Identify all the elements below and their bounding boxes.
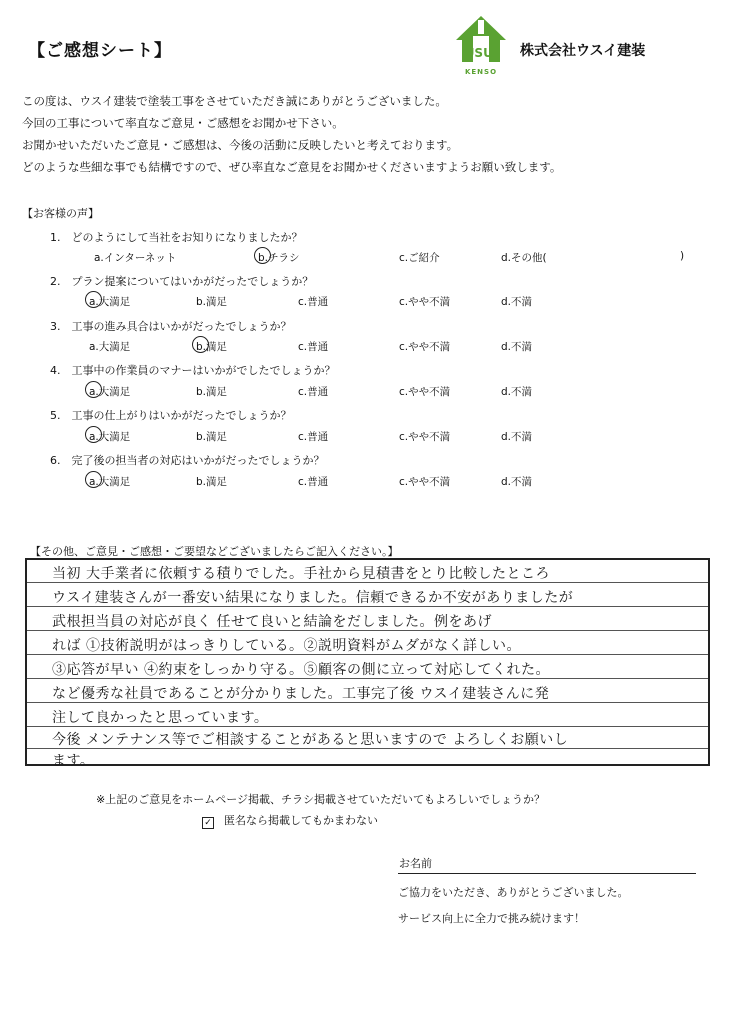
- q1-option-a[interactable]: a.インターネット: [94, 252, 177, 264]
- question-6: 6. 完了後の担当者の対応はいかがだったでしょうか？: [50, 454, 325, 467]
- q6-option-b[interactable]: b.満足: [196, 476, 228, 488]
- name-label: お名前: [399, 857, 432, 870]
- selection-circle: [85, 381, 102, 398]
- selection-circle: [85, 426, 102, 443]
- q1-option-d[interactable]: d.その他(: [501, 252, 547, 264]
- question-1: 1. どのようにして当社をお知りになりましたか？: [50, 231, 303, 244]
- handwritten-line: れば ①技術説明がはっきりしている。②説明資料がムダがなく詳しい。: [52, 638, 521, 654]
- q3-option-c2[interactable]: c.やや不満: [399, 341, 451, 353]
- company-name: 株式会社ウスイ建装: [520, 43, 646, 59]
- intro-line: 今回の工事について率直なご意見・ご感想をお聞かせ下さい。: [22, 116, 344, 130]
- page-title: 【ご感想シート】: [28, 41, 172, 61]
- q3-option-d[interactable]: d.不満: [501, 341, 533, 353]
- q6-option-a[interactable]: a.大満足: [89, 476, 131, 488]
- q4-option-b[interactable]: b.満足: [196, 386, 228, 398]
- q1-option-d-close: ): [680, 250, 685, 262]
- q6-option-c2[interactable]: c.やや不満: [399, 476, 451, 488]
- q3-option-a[interactable]: a.大満足: [89, 341, 131, 353]
- q2-option-c[interactable]: c.普通: [298, 296, 329, 308]
- consent-checkbox[interactable]: ✓: [202, 817, 214, 829]
- comments-heading: 【その他、ご意見・ご感想・ご要望などございましたらご記入ください。】: [30, 545, 399, 558]
- handwritten-line: 今後 メンテナンス等でご相談することがあると思いますので よろしくお願いし: [52, 732, 569, 748]
- selection-circle: [85, 291, 102, 308]
- q2-option-d[interactable]: d.不満: [501, 296, 533, 308]
- question-2: 2. プラン提案についてはいかがだったでしょうか？: [50, 275, 314, 288]
- q1-option-c[interactable]: c.ご紹介: [399, 252, 440, 264]
- question-5: 5. 工事の仕上がりはいかがだったでしょうか？: [50, 409, 292, 422]
- handwritten-line: など優秀な社員であることが分かりました。工事完了後 ウスイ建装さんに発: [52, 686, 550, 702]
- voice-heading: 【お客様の声】: [22, 207, 99, 220]
- q2-option-b[interactable]: b.満足: [196, 296, 228, 308]
- handwritten-line: 注して良かったと思っています。: [52, 710, 269, 726]
- q3-option-b[interactable]: b.満足: [196, 341, 228, 353]
- logo-text: USUI: [464, 46, 498, 60]
- thanks-line: サービス向上に全力で挑み続けます！: [398, 912, 585, 925]
- publication-note: ※上記のご意見をホームページ掲載、チラシ掲載させていただいてもよろしいでしょうか？: [96, 793, 545, 806]
- q1-option-b[interactable]: b.チラシ: [258, 252, 300, 264]
- q4-option-d[interactable]: d.不満: [501, 386, 533, 398]
- intro-line: お聞かせいただいたご意見・ご感想は、今後の活動に反映したいと考えております。: [22, 138, 459, 152]
- handwritten-line: 当初 大手業者に依頼する積りでした。手社から見積書をとり比較したところ: [52, 566, 550, 582]
- q2-option-c2[interactable]: c.やや不満: [399, 296, 451, 308]
- question-4: 4. 工事中の作業員のマナーはいかがでしたでしょうか？: [50, 364, 336, 377]
- question-3: 3. 工事の進み具合はいかがだったでしょうか？: [50, 320, 292, 333]
- thanks-message: [398, 880, 629, 932]
- selection-circle: [192, 336, 209, 353]
- handwritten-line: ③応答が早い ④約束をしっかり守る。⑤顧客の側に立って対応してくれた。: [52, 662, 550, 678]
- selection-circle: [85, 471, 102, 488]
- intro-line: どのような些細な事でも結構ですので、ぜひ率直なご意見をお聞かせくださいますようお願い致します。: [22, 160, 562, 174]
- logo-subtext: KENSO: [464, 68, 498, 76]
- consent-label: 匿名なら掲載してもかまわない: [224, 814, 378, 827]
- thanks-line: ご協力をいただき、ありがとうございました。: [398, 886, 629, 899]
- q4-option-c[interactable]: c.普通: [298, 386, 329, 398]
- handwritten-line: ます。: [52, 753, 95, 769]
- anonymous-consent: [202, 812, 378, 828]
- intro-line: この度は、ウスイ建装で塗装工事をさせていただき誠にありがとうございました。: [22, 94, 447, 108]
- q4-option-c2[interactable]: c.やや不満: [399, 386, 451, 398]
- name-field[interactable]: [398, 873, 696, 874]
- q3-option-c[interactable]: c.普通: [298, 341, 329, 353]
- handwritten-line: ウスイ建装さんが一番安い結果になりました。信頼できるか不安がありましたが: [52, 590, 574, 606]
- q5-option-d[interactable]: d.不満: [501, 431, 533, 443]
- handwritten-line: 武根担当員の対応が良く 任せて良いと結論をだしました。例をあげ: [52, 614, 492, 630]
- q6-option-d[interactable]: d.不満: [501, 476, 533, 488]
- q5-option-b[interactable]: b.満足: [196, 431, 228, 443]
- intro-text: [22, 90, 561, 178]
- q4-option-a[interactable]: a.大満足: [89, 386, 131, 398]
- company-logo: [453, 14, 509, 80]
- q5-option-c2[interactable]: c.やや不満: [399, 431, 451, 443]
- q2-option-a[interactable]: a.大満足: [89, 296, 131, 308]
- q5-option-a[interactable]: a.大満足: [89, 431, 131, 443]
- selection-circle: [254, 247, 271, 264]
- q6-option-c[interactable]: c.普通: [298, 476, 329, 488]
- q5-option-c[interactable]: c.普通: [298, 431, 329, 443]
